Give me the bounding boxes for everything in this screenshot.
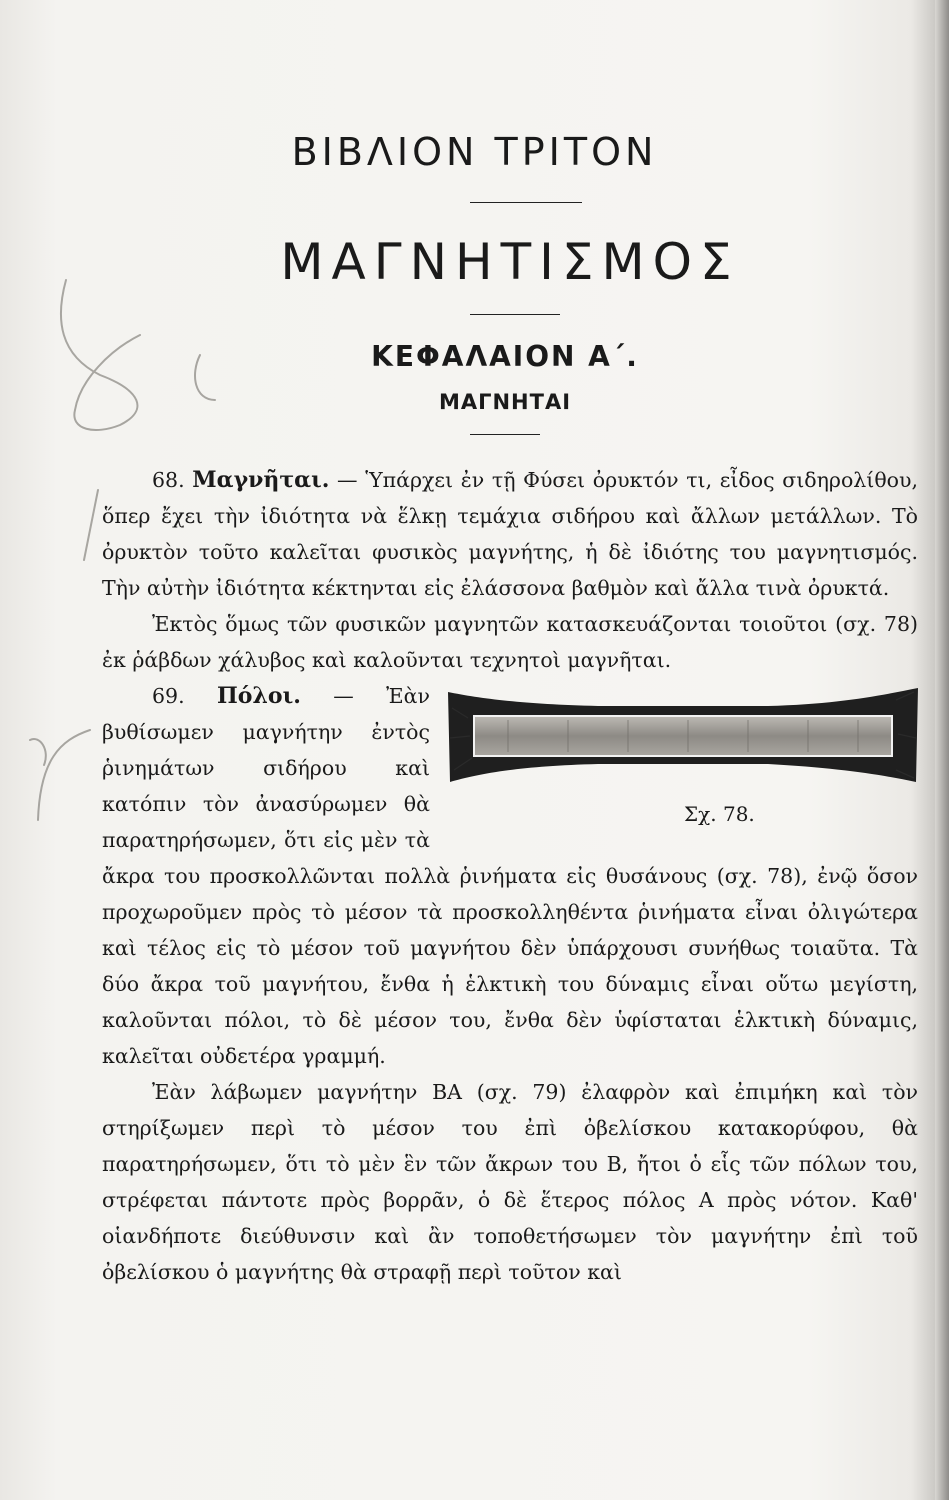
paragraph-text: — Ἐὰν βυθίσωμεν μαγνήτην ἐντὸς ῥινημάτων σιδήρου καὶ κατόπιν τὸν ἀνασύρωμεν θὰ παρατηρήσωμεν, ὅτι εἰς μὲν τὰ ἄκρα του προσκολλῶνται πολλὰ ῥινήματα εἰς θυσάνους (σχ. 78), ἐνῷ ὅσον προχωροῦμεν πρὸς τὸ μέσον τὰ προσκολληθέντα ῥινήματα εἶναι ὀλιγώτερα καὶ τέλος εἰς τὸ μέσον τοῦ μαγνήτου δὲν ὑπάρχουσι συνήθως τοιαῦτα. Τὰ δύο ἄκρα τοῦ μαγνήτου, ἔνθα ἡ ἑλκτικὴ του δύναμις εἶναι οὕτω μεγίστη, καλοῦνται πόλοι, τὸ δὲ μέσον του, ἔνθα δὲν ὑφίσταται ἑλκτικὴ δύναμις, καλεῖται οὐδετέρα γραμμή.	[102, 684, 918, 1068]
bar-magnet-illustration	[448, 678, 918, 793]
book-spine-shadow	[935, 0, 949, 1500]
title-divider-3	[470, 434, 540, 435]
paragraph-69b: Ἐὰν λάβωμεν μαγνήτην ΒΑ (σχ. 79) ἐλαφρὸν καὶ ἐπιμήκη καὶ τὸν στηρίξωμεν περὶ τὸ μέσον του ἐπὶ ὀβελίσκου κατακορύφου, θὰ παρατηρήσωμεν, ὅτι τὸ μὲν ἓν τῶν ἄκρων του Β, ἤτοι ὁ εἷς τῶν πόλων του, στρέφεται πάντοτε πρὸς βορρᾶν, ὁ δὲ ἕτερος πόλος Α πρὸς νότον. Καθ' οἱανδήποτε διεύθυνσιν καὶ ἂν τοποθετήσωμεν τὸν μαγνήτην ἐπὶ τοῦ ὀβελίσκου ὁ μαγνήτης θὰ στραφῇ περὶ τοῦτον καὶ	[102, 1080, 918, 1284]
title-divider-2	[470, 314, 560, 315]
paragraph-68	[102, 462, 918, 606]
section-title: Μαγνῆται.	[192, 467, 330, 493]
section-number: 69.	[152, 684, 185, 708]
paragraph-text: — Ὑπάρχει ἐν τῇ Φύσει ὀρυκτόν τι, εἶδος σιδηρολίθου, ὅπερ ἔχει τὴν ἰδιότητα νὰ ἕλκῃ τεμάχια σιδήρου καὶ ἄλλων μετάλλων. Τὸ ὀρυκτὸν τοῦτο καλεῖται φυσικὸς μαγνήτης, ἡ δὲ ἰδιότης του μαγνητισμός. Τὴν αὐτὴν ἰδιότητα κέκτηνται εἰς ἐλάσσονα βαθμὸν καὶ ἄλλα τινὰ ὀρυκτά.	[102, 468, 918, 600]
section-title: Πόλοι.	[217, 683, 301, 709]
figure-78	[448, 678, 918, 828]
chapter-subtitle: ΜΑΓΝΗΤΑΙ	[438, 390, 572, 414]
title-divider-1	[470, 202, 582, 203]
paragraph-68b: Ἐκτὸς ὅμως τῶν φυσικῶν μαγνητῶν κατασκευάζονται τοιοῦτοι (σχ. 78) ἐκ ῥάβδων χάλυβος καὶ καλοῦνται τεχνητοὶ μαγνῆται.	[102, 612, 918, 672]
book-title: ΒΙΒΛΙΟΝ ΤΡΙΤΟΝ	[291, 130, 658, 174]
chapter-heading: ΚΕΦΑΛΑΙΟΝ Α΄.	[371, 340, 639, 373]
figure-caption: Σχ. 78.	[684, 802, 755, 826]
paragraph-69	[102, 678, 918, 1074]
body-text	[102, 462, 918, 1290]
section-number: 68.	[152, 468, 185, 492]
main-title: ΜΑΓΝΗΤΙΣΜΟΣ	[280, 233, 740, 291]
